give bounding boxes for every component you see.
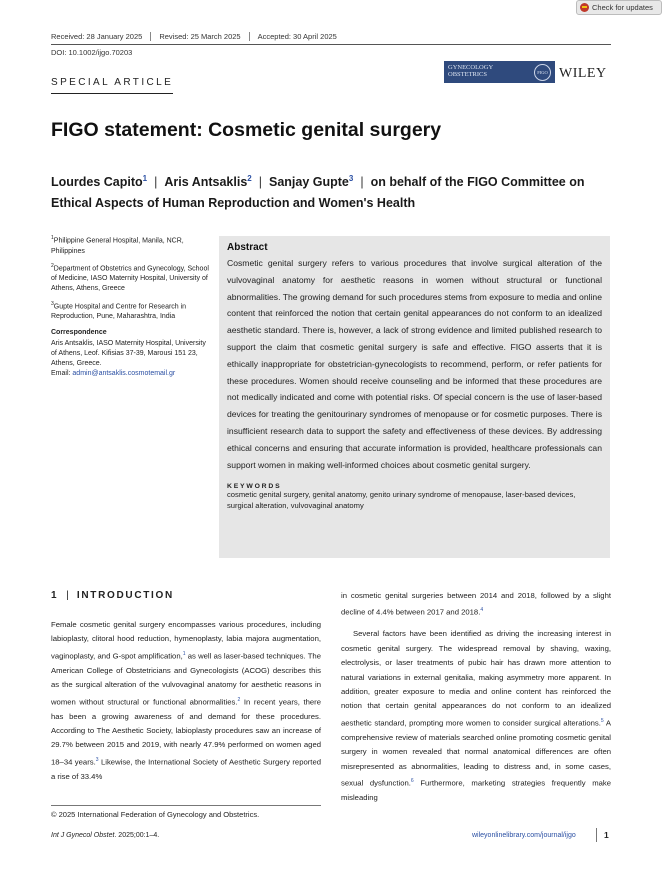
journal-logo-line2: OBSTETRICS [448, 71, 488, 78]
copyright: © 2025 International Federation of Gynecology and Obstetrics. [51, 810, 260, 819]
author-separator: | [360, 175, 364, 190]
email-link[interactable]: admin@antsaklis.cosmotemail.gr [72, 370, 176, 378]
revised-date: Revised: 25 March 2025 [150, 32, 248, 41]
author-name[interactable]: Aris Antsaklis [164, 175, 248, 190]
affiliations [51, 233, 211, 383]
author-name[interactable]: Sanjay Gupte [268, 175, 349, 190]
abstract-text: Cosmetic genital surgery refers to various procedures that involve surgical alteration of the vulvovaginal anatomy for aesthetic reasons in women without structural or functional abnormalities. The growing demand for such procedures stems from exposure to media and online content that reinforced the notion that certain genital appearances do not conform to an idealized aesthetic standard. There is, however, a lack of strong evidence and limited published research to support the claim that cosmetic genital surgery is safe and effective. FIGO asserts that it is ethically inappropriate for obstetrician-gynecologists to recommend, perform, or refer patients for these procedures. Women should receive counseling and be informed that these procedures are not medically indicated and come with potential risks. Of special concern is the use of laser-based devices for treating the genitourinary syndromes of menopause or for cosmetic purposes. There is insufficient research data to support the safety and effectiveness of these devices. By addressing ethical concerns and ensuring that accurate information is provided, healthcare professionals can support women in making well-informed choices about cosmetic genital surgery. [227, 258, 602, 470]
section-number: 1 [51, 590, 59, 601]
article-type: SPECIAL ARTICLE [51, 77, 173, 94]
section-heading [51, 590, 174, 601]
paragraph [341, 589, 611, 620]
paragraph-text: Likewise, the International Society of Aesthetic Surgery reported a rise of 33.4% [51, 757, 321, 781]
page-number: 1 [596, 828, 609, 842]
author-name[interactable]: Lourdes Capito [51, 175, 143, 190]
publisher-logo: WILEY [559, 66, 607, 81]
paragraph-text: Furthermore, marketing strategies frequently make misleading [341, 778, 612, 802]
article-title: FIGO statement: Cosmetic genital surgery [51, 119, 442, 141]
citation-ref[interactable]: 6 [410, 778, 414, 784]
citation-details: . 2025;00:1–4. [114, 832, 160, 839]
keywords-text: cosmetic genital surgery, genital anatomy, genito urinary syndrome of menopause, laser-based devices, surgical alteration, vulvovaginal anatomy [227, 490, 576, 510]
citation-ref[interactable]: 5 [600, 717, 604, 724]
citation-journal: Int J Gynecol Obstet [51, 832, 115, 839]
paragraph [341, 627, 611, 805]
author-separator: | [258, 175, 262, 190]
citation-ref[interactable]: 1 [182, 650, 186, 657]
crossmark-icon [580, 3, 589, 12]
email-label: Email: [51, 370, 71, 378]
citation-line [51, 832, 159, 839]
keywords-heading: KEYWORDS [227, 483, 282, 491]
affiliation-item [51, 299, 211, 323]
accepted-date: Accepted: 30 April 2025 [249, 32, 345, 41]
correspondence-address: Aris Antsaklis, IASO Maternity Hospital, University of Athens, Leof. Kifisias 37-39, Marousi 151 23, Athens, Greece. [51, 339, 206, 368]
paragraph-text: Female cosmetic genital surgery encompasses various procedures, including labioplasty, clitoral hood reduction, hymenoplasty, labia majora augmentation, vaginoplasty, and G-spot amplification, [51, 620, 321, 661]
citation-ref[interactable]: 2 [237, 696, 241, 703]
figo-badge-icon: FIGO [534, 64, 551, 81]
abstract-box [219, 236, 610, 558]
footnote-rule [51, 805, 321, 806]
affiliation-number: 2 [51, 262, 54, 269]
correspondence-heading: Correspondence [51, 329, 107, 337]
check-for-updates-button[interactable] [576, 0, 662, 15]
journal-logo [444, 61, 555, 83]
paragraph-text: as well as laser-based techniques. The American College of Obstetricians and Gynecologists (ACOG) describes this as the surgical alteration of the vulvovaginal anatomy for aesthetic reasons in women without structural or functional abnormalities. [51, 651, 321, 707]
paragraph [51, 618, 321, 784]
journal-url-link[interactable]: wileyonlinelibrary.com/journal/ijgo [472, 832, 576, 839]
affiliation-text: Department of Obstetrics and Gynecology, School of Medicine, IASO Maternity Hospital, University of Athens, Athens, Greece [51, 265, 209, 293]
paragraph-text: In recent years, there has been a growing awareness of and demand for these procedures. According to The Aesthetic Society, labioplasty procedures saw an increase of 29.7% between 2015 and 2019, with nearly 47.9% performed on women aged 18–34 years. [51, 697, 322, 767]
author-list [51, 168, 616, 214]
body-column-left [51, 618, 321, 784]
doi: DOI: 10.1002/ijgo.70203 [51, 48, 133, 57]
header-rule [51, 44, 611, 45]
affiliation-number: 1 [51, 235, 54, 241]
received-date: Received: 28 January 2025 [51, 32, 143, 41]
affiliation-ref[interactable]: 2 [247, 174, 252, 183]
citation-ref[interactable]: 4 [480, 607, 484, 614]
affiliation-ref[interactable]: 3 [348, 174, 354, 183]
paragraph-text: A comprehensive review of materials searched online promoting cosmetic genital surgery in women revealed that normal anatomical differences are often misrepresented as abnormalities, leading to distress and, in some cases, sexual dysfunction. [341, 718, 612, 788]
affiliation-item [51, 261, 211, 295]
paragraph-text: in cosmetic genital surgeries between 2014 and 2018, followed by a slight decline of 4.4% between 2017 and 2018. [341, 591, 611, 617]
body-column-right [341, 589, 611, 805]
journal-logo-line1: GYNECOLOGY [448, 64, 494, 71]
article-dates [51, 32, 345, 41]
section-separator: | [66, 590, 69, 601]
affiliation-ref[interactable]: 1 [142, 174, 148, 183]
author-separator: | [154, 175, 158, 190]
author-group: on behalf of the FIGO Committee on Ethical Aspects of Human Reproduction and Women's Health [51, 175, 585, 211]
affiliation-text: Gupte Hospital and Centre for Research in Reproduction, Pune, Maharashtra, India [51, 303, 187, 321]
abstract-heading: Abstract [227, 242, 268, 253]
paragraph-text: Several factors have been identified as driving the increasing interest in cosmetic genital surgery. The widespread removal by shaving, waxing, electrolysis, or laser treatments of pubic hair has drawn more attention to natural variations in external genitalia, making asymmetry more apparent. In addition, greater exposure to media and online content has reinforced the notion that certain genital appearances do not conform to an idealized aesthetic standard, prompting more women to consider surgical alterations. [341, 629, 611, 728]
affiliation-number: 3 [51, 300, 54, 307]
citation-ref[interactable]: 3 [95, 756, 99, 763]
correspondence-text [51, 339, 211, 380]
section-title: INTRODUCTION [76, 590, 174, 601]
affiliation-item [51, 233, 211, 257]
affiliation-text: Philippine General Hospital, Manila, NCR, Philippines [51, 237, 184, 255]
check-for-updates-label: Check for updates [592, 3, 653, 12]
